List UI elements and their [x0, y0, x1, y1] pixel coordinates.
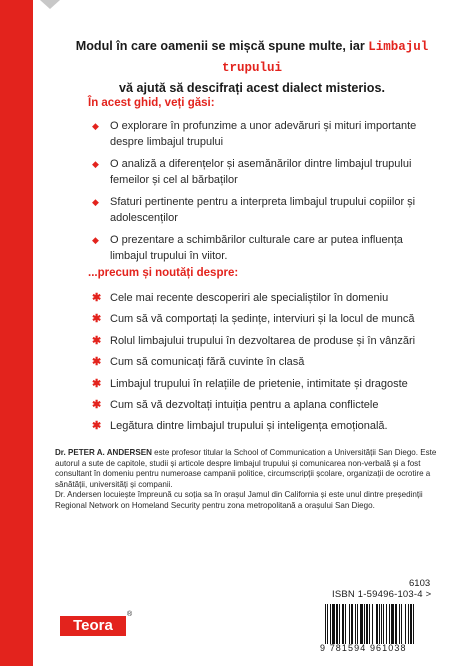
red-asterisk-icon: ✱ — [92, 292, 102, 304]
intro-text — [52, 36, 452, 98]
red-asterisk-icon: ✱ — [92, 377, 102, 390]
intro-part-1: Modul în care oamenii se mișcă spune multe, iar — [75, 39, 369, 53]
red-diamond-icon: ◆ — [92, 159, 99, 169]
red-asterisk-icon: ✱ — [92, 356, 102, 369]
intro-line-1 — [52, 36, 452, 78]
red-asterisk-icon: ✱ — [92, 334, 102, 347]
red-diamond-icon: ◆ — [92, 197, 99, 207]
section1-list — [92, 118, 442, 270]
section1-heading: În acest ghid, veți găsi: — [88, 97, 215, 109]
publisher-logo: Teora — [60, 616, 126, 636]
section2-heading: ...precum și noutăți despre: — [88, 267, 239, 279]
red-asterisk-icon: ✱ — [92, 313, 102, 326]
top-triangle-mark — [40, 0, 60, 9]
list-item: ✱ Cele mai recente descoperiri ale specialiștilor în domeniu — [92, 292, 389, 304]
isbn-text: ISBN 1-59496-103-4 > — [332, 589, 432, 600]
registered-mark: ® — [127, 611, 133, 618]
intro-highlight: Limbajul trupului — [221, 40, 429, 75]
list-item: ✱ Rolul limbajului trupului în dezvoltarea de produse și în vânzări — [92, 334, 416, 347]
red-asterisk-icon: ✱ — [92, 399, 102, 412]
list-item: ✱ Legătura dintre limbajul trupului și inteligența emoțională. — [92, 420, 388, 433]
product-code: 6103 — [409, 578, 431, 589]
list-item: ◆ Sfaturi pertinente pentru a interpreta limbajul trupului copiilor și adolescenților — [92, 196, 416, 224]
barcode-number: 9 781594 961038 — [320, 643, 407, 653]
list-item: ✱ Limbajul trupului în relațiile de prietenie, intimitate și dragoste — [92, 377, 408, 390]
red-asterisk-icon: ✱ — [92, 420, 102, 433]
author-name: Dr. PETER A. ANDERSEN — [55, 448, 152, 457]
list-item: ✱ Cum să vă dezvoltați intuiția pentru a aplana conflictele — [92, 399, 379, 412]
section2-list — [92, 290, 442, 440]
list-item: ✱ Cum să comunicați fără cuvinte în clasă — [92, 356, 305, 369]
red-side-bar — [0, 0, 33, 666]
list-item: ✱ Cum să vă comportați la ședințe, interviuri și la locul de muncă — [92, 313, 415, 326]
intro-line-2: vă ajută să descifrați acest dialect misterios. — [119, 81, 385, 95]
author-bio — [55, 448, 450, 512]
bio-paragraph-1: Dr. PETER A. ANDERSEN este profesor titular la School of Communication a Universității San Diego. Este autorul a sute de capitole, studii și articole despre limbajul trupului și comunicarea non-verbală și a fost consultant în domeniu pentru numeroase campanii politice, circumscripții școlare, organizații de ocrotire a sănătății, universități și companii. — [55, 448, 437, 489]
red-diamond-icon: ◆ — [92, 121, 99, 131]
list-item: ◆ O explorare în profunzime a unor adevăruri și mituri importante despre limbajul trupului — [92, 120, 417, 148]
bio-paragraph-2: Dr. Andersen locuiește împreună cu soția sa în orașul Jamul din California și este unul dintre președinții Regional Network on Homeland Security pentru zona metropolitană a orașului San Diego. — [55, 490, 423, 510]
list-item: ◆ O prezentare a schimbărilor culturale care ar putea influența limbajul trupului în viitor. — [92, 234, 403, 262]
list-item: ◆ O analiză a diferențelor și asemănărilor dintre limbajul trupului femeilor și cel al bărbaților — [92, 158, 412, 186]
red-diamond-icon: ◆ — [92, 235, 99, 245]
barcode — [325, 604, 447, 644]
